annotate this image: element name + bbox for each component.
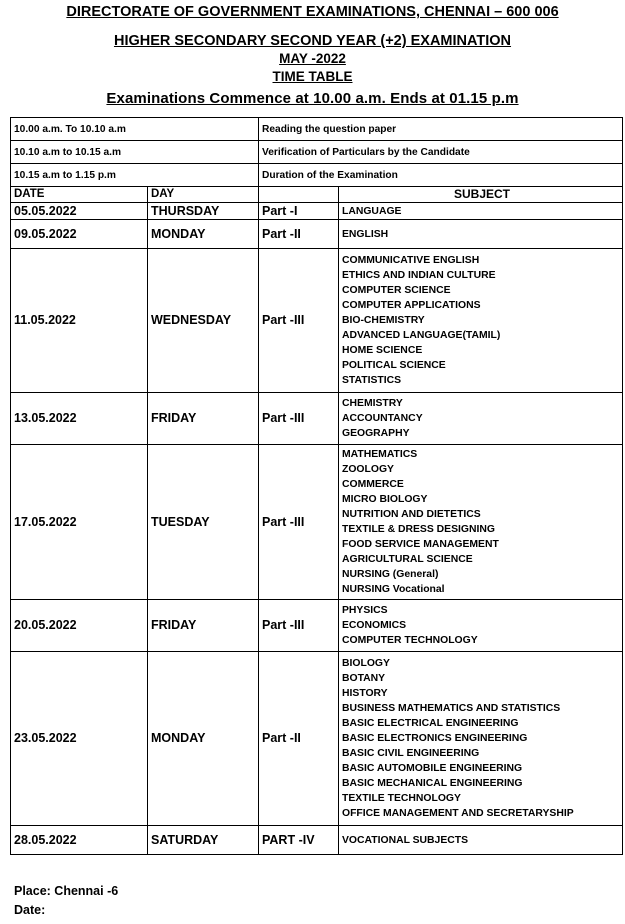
subject-item: COMPUTER APPLICATIONS [342, 300, 481, 311]
exam-part: Part -II [259, 220, 339, 249]
schedule-time: 10.15 a.m to 1.15 p.m [11, 164, 259, 187]
timetable-body [11, 118, 623, 855]
exam-heading: HIGHER SECONDARY SECOND YEAR (+2) EXAMINATION [113, 33, 512, 49]
subject-item: BASIC MECHANICAL ENGINEERING [342, 778, 523, 789]
exam-day: SATURDAY [148, 826, 259, 855]
exam-part: Part -II [259, 652, 339, 826]
exam-row [11, 220, 623, 249]
schedule-row [11, 164, 623, 187]
subject-item: FOOD SERVICE MANAGEMENT [342, 539, 499, 550]
subject-item: VOCATIONAL SUBJECTS [342, 834, 469, 846]
exam-subjects [339, 220, 623, 249]
schedule-time: 10.00 a.m. To 10.10 a.m [11, 118, 259, 141]
subject-item: BASIC ELECTRICAL ENGINEERING [342, 718, 519, 729]
exam-day: MONDAY [148, 220, 259, 249]
subject-item: STATISTICS [342, 375, 402, 386]
schedule-activity: Verification of Particulars by the Candidate [259, 141, 623, 164]
footer-date: Date: [14, 903, 46, 917]
exam-subjects [339, 203, 623, 220]
exam-row [11, 445, 623, 600]
exam-date: 13.05.2022 [11, 393, 148, 445]
footer-place: Place: Chennai -6 [14, 884, 119, 898]
exam-row [11, 826, 623, 855]
exam-part: Part -III [259, 393, 339, 445]
subject-item: POLITICAL SCIENCE [342, 360, 446, 371]
exam-day: MONDAY [148, 652, 259, 826]
exam-part: Part -III [259, 249, 339, 393]
subject-item: CHEMISTRY [342, 398, 403, 409]
exam-date: 05.05.2022 [11, 203, 148, 220]
timetable [10, 117, 623, 855]
subject-item: HISTORY [342, 688, 388, 699]
schedule-row [11, 118, 623, 141]
schedule-row [11, 141, 623, 164]
subject-item: ACCOUNTANCY [342, 413, 423, 424]
exam-day: TUESDAY [148, 445, 259, 600]
column-header-date: DATE [11, 187, 148, 203]
subject-item: NURSING Vocational [342, 584, 445, 595]
exam-day: THURSDAY [148, 203, 259, 220]
timetable-heading: TIME TABLE [272, 69, 353, 84]
subject-item: COMPUTER TECHNOLOGY [342, 635, 478, 646]
subject-item: BIOLOGY [342, 658, 390, 669]
subject-item: ZOOLOGY [342, 464, 394, 475]
exam-row [11, 600, 623, 652]
exam-part: Part -I [259, 203, 339, 220]
column-header-subject: SUBJECT [339, 187, 623, 203]
subject-item: BUSINESS MATHEMATICS AND STATISTICS [342, 703, 561, 714]
schedule-activity: Reading the question paper [259, 118, 623, 141]
subject-item: TEXTILE TECHNOLOGY [342, 793, 461, 804]
exam-day: FRIDAY [148, 600, 259, 652]
subject-item: BIO-CHEMISTRY [342, 315, 425, 326]
subject-item: GEOGRAPHY [342, 428, 410, 439]
exam-subjects [339, 393, 623, 445]
exam-date: 28.05.2022 [11, 826, 148, 855]
exam-row [11, 393, 623, 445]
subject-item: BOTANY [342, 673, 386, 684]
subject-item: MICRO BIOLOGY [342, 494, 428, 505]
exam-day: WEDNESDAY [148, 249, 259, 393]
commence-heading: Examinations Commence at 10.00 a.m. Ends at 01.15 p.m [106, 90, 519, 107]
exam-subjects [339, 826, 623, 855]
exam-row [11, 203, 623, 220]
exam-date: 11.05.2022 [11, 249, 148, 393]
subject-item: NURSING (General) [342, 569, 439, 580]
column-header-part [259, 187, 339, 203]
subject-item: LANGUAGE [342, 205, 402, 217]
subject-item: ECONOMICS [342, 620, 407, 631]
exam-date: 20.05.2022 [11, 600, 148, 652]
subject-item: NUTRITION AND DIETETICS [342, 509, 481, 520]
subject-item: COMMUNICATIVE ENGLISH [342, 255, 480, 266]
exam-subjects [339, 652, 623, 826]
exam-row [11, 652, 623, 826]
exam-date: 17.05.2022 [11, 445, 148, 600]
subject-item: TEXTILE & DRESS DESIGNING [342, 524, 495, 535]
subject-item: ADVANCED LANGUAGE(TAMIL) [342, 330, 501, 341]
exam-date: 09.05.2022 [11, 220, 148, 249]
subject-item: MATHEMATICS [342, 449, 418, 460]
schedule-activity: Duration of the Examination [259, 164, 623, 187]
subject-item: AGRICULTURAL SCIENCE [342, 554, 473, 565]
exam-date: 23.05.2022 [11, 652, 148, 826]
subject-item: HOME SCIENCE [342, 345, 423, 356]
exam-part: Part -III [259, 445, 339, 600]
exam-subjects [339, 600, 623, 652]
subject-item: BASIC AUTOMOBILE ENGINEERING [342, 763, 523, 774]
exam-part: Part -III [259, 600, 339, 652]
schedule-time: 10.10 a.m to 10.15 a.m [11, 141, 259, 164]
column-header-row [11, 187, 623, 203]
subject-item: ETHICS AND INDIAN CULTURE [342, 270, 496, 281]
directorate-heading: DIRECTORATE OF GOVERNMENT EXAMINATIONS, CHENNAI – 600 006 [66, 4, 559, 20]
subject-item: COMPUTER SCIENCE [342, 285, 451, 296]
subject-item: BASIC CIVIL ENGINEERING [342, 748, 480, 759]
exam-row [11, 249, 623, 393]
subject-item: PHYSICS [342, 605, 388, 616]
subject-item: ENGLISH [342, 228, 389, 240]
exam-subjects [339, 445, 623, 600]
exam-subjects [339, 249, 623, 393]
subject-item: COMMERCE [342, 479, 404, 490]
subject-item: OFFICE MANAGEMENT AND SECRETARYSHIP [342, 808, 574, 819]
exam-day: FRIDAY [148, 393, 259, 445]
subject-item: BASIC ELECTRONICS ENGINEERING [342, 733, 528, 744]
column-header-day: DAY [148, 187, 259, 203]
exam-part: PART -IV [259, 826, 339, 855]
session-heading: MAY -2022 [279, 51, 346, 66]
